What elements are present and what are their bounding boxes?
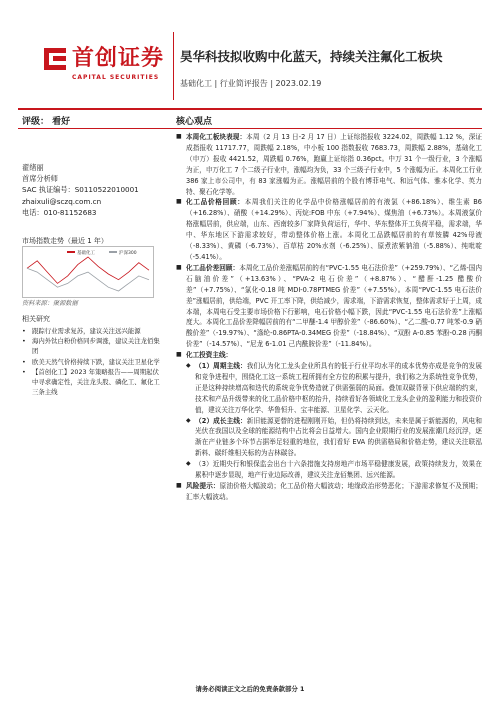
logo-mark-icon	[44, 48, 66, 70]
index-chart-svg	[23, 247, 153, 297]
report-title: 昊华科技拟收购中化蓝天，持续关注氟化工板块	[180, 49, 443, 64]
point-sector-performance: ■ 本周化工板块表现：本周（2 月 13 日-2 月 17 日）上证综指报收 3224.02，周跌幅 1.12 %，深证成指报收 11717.77，周跌幅 2.18%，中小板 100 指数报收 7683.73，周跌幅 2.88%，基础化工（申万）报收 4421.52，周跌幅 0.76%，跑赢上证综指 0.36pct。中万 31 个一级行业，3 个涨幅为正，申万化工 7 个二级子行业中，涨幅均为负，33 个三级子行业中，5 个涨幅为正。本周化工行业 386 家上市公司中，有 83 家涨幅为正。涨幅居前的个股有博菲电气、和远气体、雅本化学、英力特、聚石化学等。	[176, 133, 483, 196]
point-spread-review: ■ 化工品价差回顾：本周化工品价差涨幅居前的有“PVC-1.55 电石法价差”（+259.79%）、“乙烯-国内石脑油价差”（+13.63%）、“PVA-2 电石价差”（+8.87%）、“醋酐-1.25 醋酸价差”（+7.75%）、“氯化-0.18 吨 MDI-0.78PTMEG 价差”（+7.55%）。本周“PVC-1.55 电石法价差”涨幅居前，供给端，PVC 开工率下降，供给减少，需求端，下游需求恢复，整体需求好于上周，成本端，本周电石受主要市场价格下行影响，电石价格小幅下跌，因此“PVC-1.55 电石法价差”上涨幅度大。本周化工品价差降幅居前的有“二甲醚-1.4 甲醇价差”（-86.60%）、“乙二酸-0.77 吨苯-0.9 硝酸价差”（-19.97%）、“涤纶-0.86PTA-0.34MEG 价差”（-18.84%）、“双酚 A-0.85 苯酚-0.28 丙酮价差”（-14.57%）、“尼龙 6-1.01 己内酰胺价差”（-11.84%）。	[176, 263, 483, 349]
report-header	[0, 0, 500, 104]
small-bullet-icon: ◆	[186, 460, 191, 468]
logo-english: CAPITAL SECURITIES	[72, 74, 160, 81]
legend-swatch-1	[109, 251, 117, 253]
related-heading: 相关研究	[22, 315, 50, 323]
section-rule	[18, 128, 482, 129]
company-logo	[44, 48, 164, 70]
theme-cyclical: ◆ （1）周期主线：我们认为化工龙头企业所具有的低于行业平均水平的成本优势亦成是竞争的发展和竞争进程中，围绕化工这一系统工程所拥有全方位的积累与提升，我们称之为系统性竞争优势，正是这种持续增高和迭代的系统竞争优势造就了供需强弱的局面。叠加双碳背景下供应端的约束，技术和产品升级带来的化工品价格中枢的抬升，持续看好各领域化工龙头企业的盈利能力和投资价值，建议关注万华化学、华鲁恒升、宝丰能源、卫星化学、云天化。	[186, 362, 483, 414]
legend-label-0: 基础化工	[77, 251, 95, 256]
header-divider	[173, 32, 174, 100]
square-bullet-icon: ■	[176, 482, 182, 489]
small-bullet-icon: ◆	[186, 416, 191, 424]
analyst-phone: 电话：010-81152683	[22, 207, 97, 217]
chart-source: 资料来源：聚源数据	[22, 300, 78, 307]
legend-label-1: 沪深300	[119, 251, 137, 256]
point-risk: ■ 风险提示：原油价格大幅波动；化工品价格大幅波动；地缘政治形势恶化；下游需求修复不及预期；汇率大幅波动。	[176, 482, 483, 501]
point-investment-themes: ■ 化工投资主线：	[176, 351, 233, 360]
analyst-email[interactable]: zhaixuli@sczq.com.cn	[22, 196, 102, 206]
bullet-icon: •	[22, 327, 26, 335]
footer-disclaimer: 请务必阅读正文之后的免责条款部分 1	[195, 685, 305, 693]
square-bullet-icon: ■	[176, 133, 182, 140]
analyst-name: 翟绪丽	[22, 163, 44, 172]
related-item[interactable]: • 跟踪行业需求复苏，建议关注远兴能源	[22, 327, 141, 335]
related-item[interactable]: • 【首创化工】2023 年策略报告——周期起伏中寻求确定性，关注龙头股、磷化工、氟化工三条主线	[22, 367, 160, 397]
analyst-info	[22, 162, 139, 218]
point-price-review: ■ 化工品价格回顾：本周我们关注的化学品中价格涨幅居前的有液氯（+86.18%）、维生素 B6（+16.28%）、硝酸（+14.29%）、丙烷:FOB 中东（+7.94%）、煤焦油（+6.73%）。本周液氯价格涨幅居前，供应端，山东、西南较多厂家降负荷运行，华中、华东整体开工负荷平稳，需求端，华中、华东地区下游需求较好，带动整体价格上涨。本周化工品跌幅居前的有草铵膦 42%母液（-8.33%）、黄磷（-6.73%）、百草枯 20%水剂（-6.25%）、原煮浓紫钠油（-5.88%）、纯吡啶（-5.41%）。	[176, 198, 483, 261]
core-heading: 核心观点	[176, 117, 213, 127]
chart-title: 市场指数走势（最近 1 年）	[22, 237, 108, 245]
square-bullet-icon: ■	[176, 263, 182, 271]
theme-realestate: ◆ （3）近期央行和银保监会出台十六条措施支持房地产市场平稳健康发展，政策持续发力，效果在累积中逐步显现，地产行业边际改善，建议关注龙佰集团、远兴能源。	[186, 460, 482, 480]
square-bullet-icon: ■	[176, 198, 182, 206]
related-list	[22, 326, 162, 397]
report-subtitle: 基础化工 | 行业简评报告 | 2023.02.19	[180, 79, 322, 88]
logo-text: 首创证券	[72, 46, 165, 71]
small-bullet-icon: ◆	[186, 362, 191, 370]
bullet-icon: •	[22, 357, 26, 366]
index-chart	[22, 246, 154, 298]
rating: 评级： 看好	[22, 117, 71, 127]
analyst-sac: SAC 执证编号：S0110522010001	[22, 185, 139, 195]
legend-swatch-0	[67, 251, 75, 253]
core-content	[176, 132, 482, 503]
analyst-role: 首席分析师	[22, 174, 58, 184]
series-line-1	[27, 268, 149, 291]
series-line-0	[27, 257, 149, 283]
header-rule	[18, 108, 482, 110]
chart-legend	[67, 249, 137, 256]
theme-growth: ◆ （2）成长主线：新旧能源更替的进程刚刚开始，但仍将持续到达，未来是属于新能源的，风电和光伏在我国以及全球的能源结构中占比将会日益增大。国内企业限期行业的发展涨潮几经沉浮，逐渐在产业链多个环节占据举足轻重的地位，我们看好 EVA 的供需格局和价格走势，建议关注联泓新料、碳纤维相关标的为吉林碳谷。	[186, 416, 483, 458]
bullet-icon: •	[22, 367, 26, 376]
bullet-icon: •	[22, 337, 26, 346]
related-item[interactable]: • 海内外钛白粉价格同步调涨，建议关注龙佰集团	[22, 337, 160, 356]
square-bullet-icon: ■	[176, 351, 182, 359]
related-item[interactable]: • 欧美天然气价格持续下跌，建议关注卫星化学	[22, 357, 160, 366]
